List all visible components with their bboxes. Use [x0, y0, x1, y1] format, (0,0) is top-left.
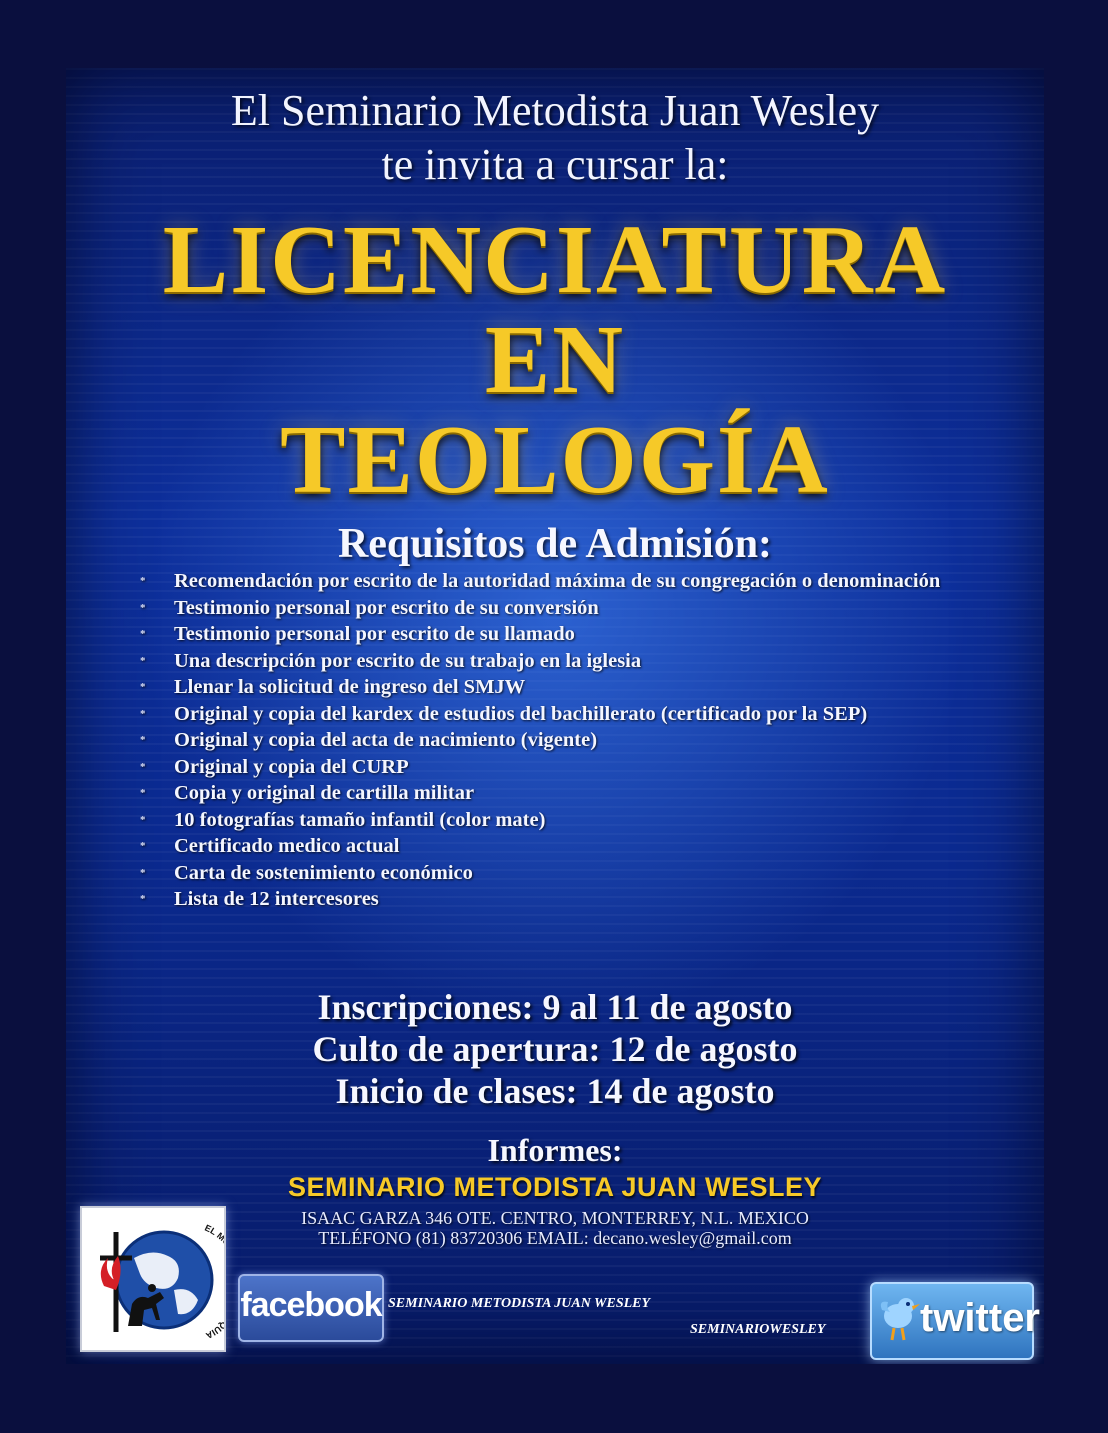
bullet-icon: * — [140, 760, 146, 773]
list-item-text: Original y copia del CURP — [174, 755, 409, 778]
facebook-badge[interactable] — [238, 1274, 384, 1342]
opening-service-date: Culto de apertura: 12 de agosto — [312, 1029, 798, 1069]
seminary-name: SEMINARIO METODISTA JUAN WESLEY — [287, 1172, 823, 1202]
intro-line-1: El Seminario Metodista Juan Wesley — [230, 86, 880, 135]
twitter-bird-icon — [876, 1292, 922, 1348]
bullet-icon: * — [140, 628, 146, 640]
program-title-line-1: LICENCIATURA — [162, 206, 948, 314]
logo-ring-text: EL UIA — [203, 1222, 224, 1341]
facebook-label: facebook — [240, 1286, 382, 1324]
intro-line-2: te invita a cursar la: — [381, 140, 729, 189]
bullet-icon: * — [140, 654, 146, 667]
bullet-icon: * — [140, 893, 146, 905]
bullet-icon: * — [140, 681, 146, 693]
info-heading: Informes: — [487, 1132, 623, 1168]
bullet-icon: * — [140, 707, 146, 720]
twitter-handle: SEMINARIOWESLEY — [690, 1322, 826, 1337]
list-item-text: Recomendación por escrito de la autoridad máxima de su congregación o denominación — [174, 570, 941, 592]
list-item — [140, 727, 970, 754]
list-item-text: Una descripción por escrito de su trabajo en la iglesia — [174, 649, 642, 672]
seminary-contact: TELÉFONO (81) 83720306 EMAIL: decano.wesley@gmail.com — [318, 1228, 792, 1248]
classes-start-date: Inicio de clases: 14 de agosto — [335, 1071, 775, 1111]
list-item-text: Original y copia del acta de nacimiento (vigente) — [174, 729, 598, 751]
list-item — [140, 860, 970, 887]
list-item-text: Original y copia del kardex de estudios del bachillerato (certificado por la SEP) — [174, 702, 868, 725]
list-item — [140, 807, 970, 834]
list-item-text: Testimonio personal por escrito de su conversión — [174, 596, 599, 619]
list-item — [140, 754, 970, 781]
list-item — [140, 621, 970, 648]
bullet-icon: * — [140, 734, 146, 746]
list-item-text: Carta de sostenimiento económico — [174, 861, 473, 884]
bullet-icon: * — [140, 866, 146, 879]
list-item-text: Copia y original de cartilla militar — [174, 782, 475, 804]
requirements-list — [140, 568, 970, 913]
list-item — [140, 886, 970, 913]
list-item — [140, 674, 970, 701]
list-item — [140, 595, 970, 622]
twitter-badge[interactable] — [870, 1282, 1040, 1360]
bullet-icon: * — [140, 840, 146, 852]
list-item — [140, 648, 970, 675]
methodist-globe-logo-icon — [82, 1208, 224, 1350]
requirements-heading: Requisitos de Admisión: — [337, 521, 773, 567]
list-item-text: Lista de 12 intercesores — [174, 888, 379, 910]
seminary-address: ISAAC GARZA 346 OTE. CENTRO, MONTERREY, N.L. MEXICO — [301, 1208, 809, 1228]
registration-dates: Inscripciones: 9 al 11 de agosto — [317, 987, 793, 1027]
bullet-icon: * — [140, 601, 146, 614]
seminary-logo — [80, 1206, 226, 1352]
bullet-icon: * — [140, 787, 146, 799]
list-item-text: Llenar la solicitud de ingreso del SMJW — [174, 676, 526, 698]
program-title-line-3: TEOLOGÍA — [280, 406, 830, 514]
bullet-icon: * — [140, 575, 146, 587]
list-item-text: Certificado medico actual — [174, 835, 400, 857]
bullet-icon: * — [140, 813, 146, 826]
list-item-text: 10 fotografías tamaño infantil (color mate) — [174, 808, 546, 831]
list-item — [140, 780, 970, 807]
list-item — [140, 568, 970, 595]
list-item — [140, 701, 970, 728]
program-title-line-2: EN — [484, 306, 626, 414]
flyer-poster — [66, 68, 1044, 1364]
list-item-text: Testimonio personal por escrito de su llamado — [174, 623, 575, 645]
facebook-handle: SEMINARIO METODISTA JUAN WESLEY — [388, 1296, 651, 1311]
twitter-label: twitter — [920, 1296, 1040, 1340]
list-item — [140, 833, 970, 860]
